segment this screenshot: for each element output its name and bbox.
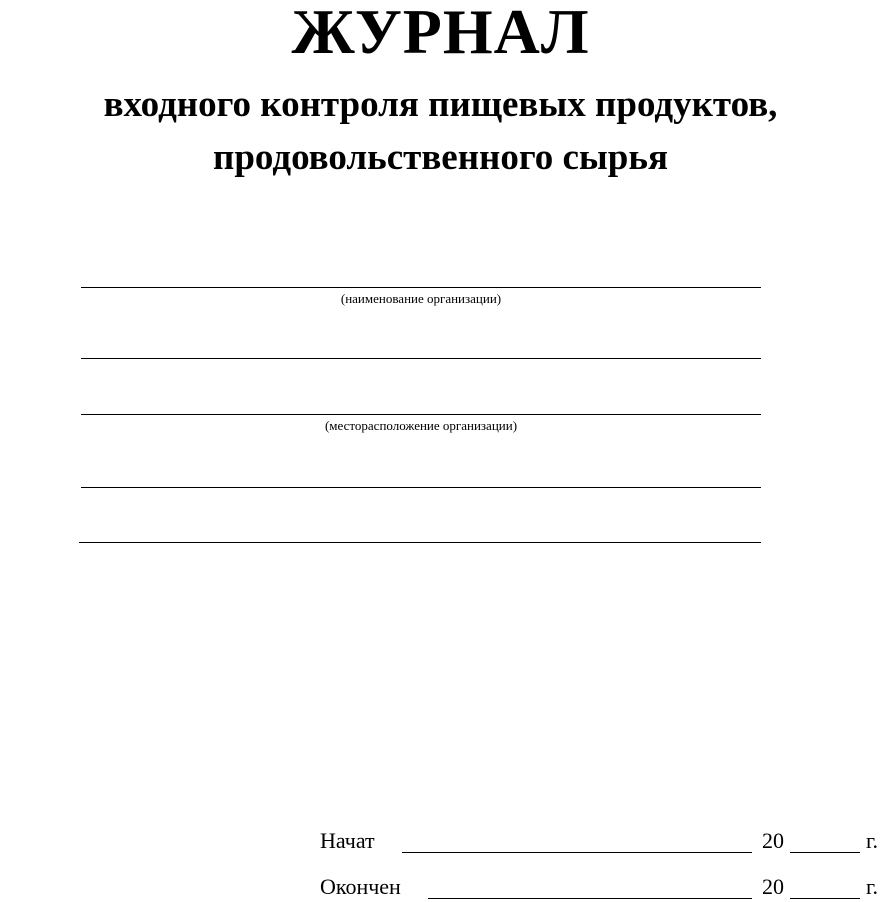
start-date-label: Начат	[320, 828, 375, 853]
org-location-caption: (месторасположение организации)	[324, 418, 518, 433]
end-year-blank[interactable]	[790, 898, 860, 899]
journal-subtitle-line-1: входного контроля пищевых продуктов,	[103, 84, 778, 125]
end-century-label: 20	[762, 874, 784, 899]
start-year-blank[interactable]	[790, 852, 860, 853]
org-name-line[interactable]	[81, 287, 761, 288]
start-century-label: 20	[762, 828, 784, 853]
org-name-caption: (наименование организации)	[340, 291, 502, 306]
start-year-suffix: г.	[866, 828, 879, 853]
org-location-line[interactable]	[81, 414, 761, 415]
org-location-line-3[interactable]	[79, 542, 761, 543]
end-date-row	[320, 872, 881, 902]
end-date-label: Окончен	[320, 874, 401, 899]
end-date-blank[interactable]	[428, 898, 752, 899]
journal-title: ЖУРНАЛ	[291, 0, 590, 67]
journal-subtitle-line-2: продовольственного сырья	[213, 137, 668, 178]
org-location-line-2[interactable]	[81, 487, 761, 488]
org-name-line-2[interactable]	[81, 358, 761, 359]
end-year-suffix: г.	[866, 874, 879, 899]
start-date-blank[interactable]	[402, 852, 752, 853]
start-date-row	[320, 826, 881, 856]
